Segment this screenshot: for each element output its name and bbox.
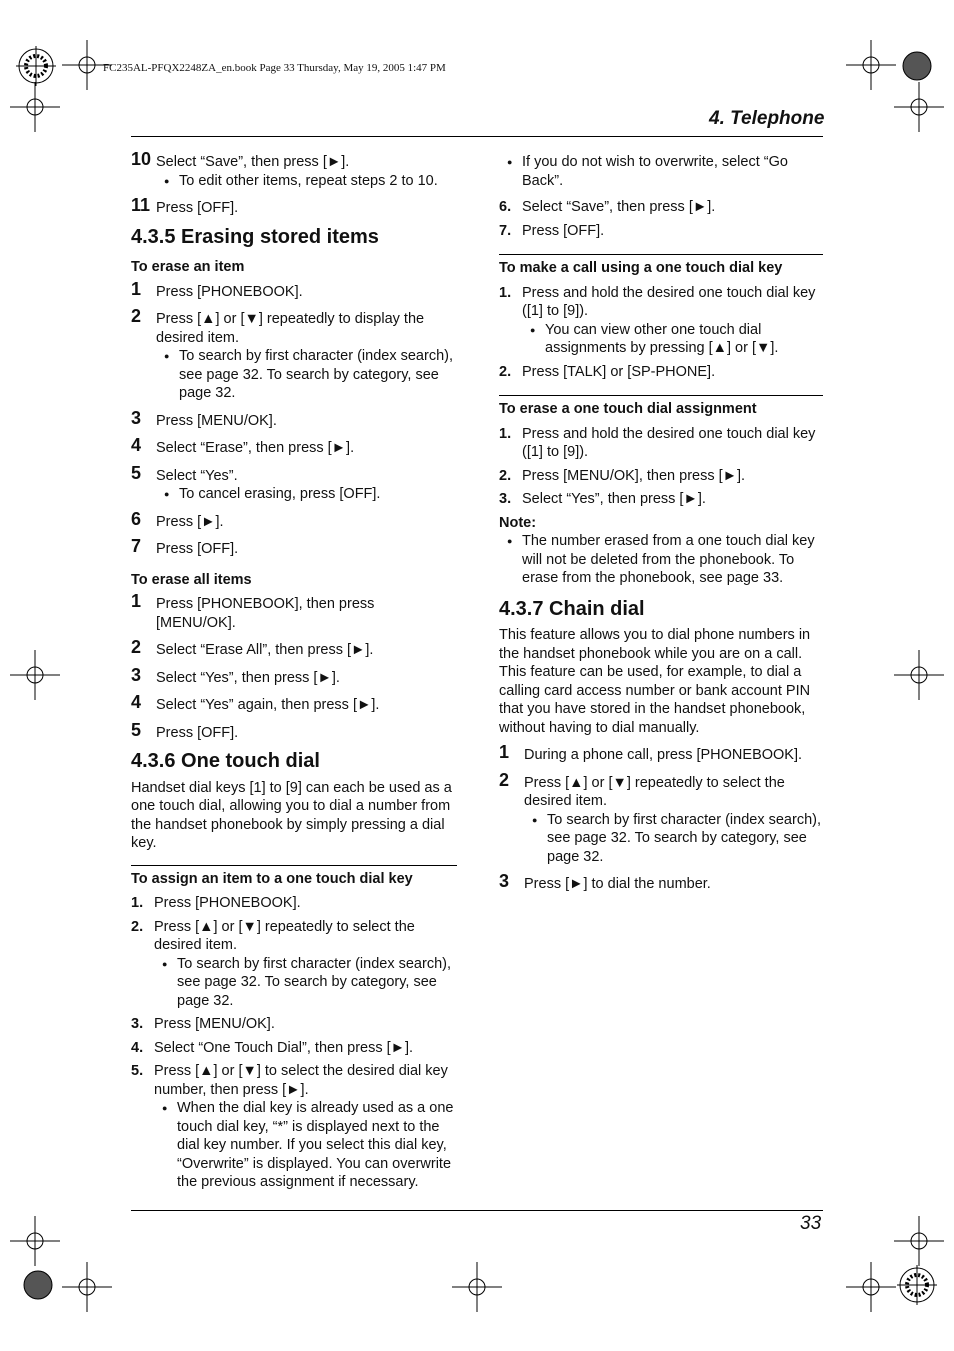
continued-bullet: ● If you do not wish to overwrite, select “Go Back”. xyxy=(499,153,823,190)
step-number: 7 xyxy=(131,536,142,556)
step-number: 2 xyxy=(131,637,142,657)
step-number: 3 xyxy=(131,407,142,428)
step-text: Press [PHONEBOOK]. xyxy=(154,895,301,911)
step-number: 4 xyxy=(131,435,142,455)
step-bullet: ● To search by first character (index search), see page 32. To search by category, see page 32. xyxy=(524,811,823,867)
print-info-line: FC235AL-PFQX2248ZA_en.book Page 33 Thursday, May 19, 2005 1:47 PM xyxy=(103,62,446,74)
step-text: Select “Yes”. xyxy=(156,467,238,484)
step xyxy=(499,742,823,765)
step-text: Select “Erase All”, then press [►]. xyxy=(156,642,374,658)
step-text: Press [PHONEBOOK]. xyxy=(156,283,303,300)
step-number: 10 xyxy=(131,149,152,169)
chain-intro-paragraph: This feature allows you to dial phone numbers in the handset phonebook while you are on a call. This feature can be used, for example, to dial a calling card access number or bank account PIN that you have stored in the handset phonebook, without having to dial manually. xyxy=(499,627,811,736)
numbered-step xyxy=(499,198,823,217)
step xyxy=(131,692,457,715)
crosshair-mark-bottom-right xyxy=(846,1262,896,1312)
step xyxy=(131,508,457,532)
note-bullet: ● The number erased from a one touch dial key will not be deleted from the phonebook. To erase from the phonebook, see page 33. xyxy=(499,532,823,588)
crosshair-mark-left-lower xyxy=(10,1216,60,1266)
step xyxy=(131,536,457,559)
step-text: Press [▲] or [▼] to select the desired dial key number, then press [►]. xyxy=(154,1063,448,1098)
step-text: Press [TALK] or [SP-PHONE]. xyxy=(522,363,716,380)
step-text: Select “Save”, then press [►]. xyxy=(156,154,350,170)
step-number: 3 xyxy=(499,871,510,891)
step-number: 6. xyxy=(499,199,512,215)
step-text: Press [MENU/OK]. xyxy=(156,412,277,429)
crosshair-mark-bottom-left xyxy=(62,1262,112,1312)
step-text: Select “Save”, then press [►]. xyxy=(522,199,716,215)
step-number: 1. xyxy=(499,284,512,301)
crosshair-mark-right-upper xyxy=(894,82,944,132)
step-number: 2. xyxy=(499,467,512,484)
step xyxy=(131,407,457,431)
step-number: 4. xyxy=(131,1039,144,1056)
subhead-erase-item: To erase an item xyxy=(131,259,245,275)
step-text: Press [MENU/OK], then press [►]. xyxy=(522,467,746,484)
step xyxy=(131,435,457,458)
crosshair-mark-top-right xyxy=(846,40,896,90)
step-text: Press [►] to dial the number. xyxy=(524,876,711,892)
registration-mark-top-right xyxy=(897,46,937,86)
step-number: 5. xyxy=(131,1063,144,1079)
step-bullet: ● To search by first character (index search), see page 32. To search by category, see page 32. xyxy=(156,347,457,403)
step-text: Press and hold the desired one touch dial key ([1] to [9]). xyxy=(522,284,816,319)
crosshair-mark-right-lower xyxy=(894,1216,944,1266)
step-text: Select “Yes”, then press [►]. xyxy=(522,491,706,507)
step-number: 2. xyxy=(131,918,144,935)
crosshair-mark-left-middle xyxy=(10,650,60,700)
numbered-step xyxy=(131,1062,457,1192)
step xyxy=(499,871,823,894)
step-text: Select “Yes”, then press [►]. xyxy=(156,669,340,686)
subhead-erase-assignment: To erase a one touch dial assignment xyxy=(499,395,823,419)
section-title-one-touch: 4.3.6 One touch dial xyxy=(131,750,320,772)
step-bullet: ● You can view other one touch dial assignments by pressing [▲] or [▼]. xyxy=(522,321,823,358)
numbered-step xyxy=(131,1015,457,1034)
footer-rule xyxy=(131,1210,823,1211)
step-number: 3. xyxy=(499,491,512,507)
crosshair-mark-right-middle xyxy=(894,650,944,700)
right-column xyxy=(499,153,823,903)
crosshair-mark-bottom-center xyxy=(452,1262,502,1312)
step-bullet: ● To cancel erasing, press [OFF]. xyxy=(156,485,457,504)
page-number: 33 xyxy=(800,1213,822,1234)
step-text: Press [OFF]. xyxy=(156,200,239,216)
step-number: 3. xyxy=(131,1016,144,1032)
numbered-step xyxy=(499,363,823,382)
step-text: Press [▲] or [▼] repeatedly to display the desired item. xyxy=(156,311,425,346)
step-text: Select “One Touch Dial”, then press [►]. xyxy=(154,1039,414,1056)
numbered-step xyxy=(131,894,457,913)
left-column xyxy=(131,149,457,1197)
step-number: 2 xyxy=(499,769,510,790)
subhead-assign: To assign an item to a one touch dial key xyxy=(131,865,457,889)
step-number: 1 xyxy=(131,278,142,299)
step-number: 1 xyxy=(499,742,510,762)
step-number: 1 xyxy=(131,591,142,611)
step-number: 11 xyxy=(131,195,151,215)
step-text: Press [MENU/OK]. xyxy=(154,1016,275,1032)
step-text: Press [►]. xyxy=(156,513,224,530)
step xyxy=(131,306,457,403)
step-text: Select “Erase”, then press [►]. xyxy=(156,440,355,456)
section-header: 4. Telephone xyxy=(709,108,825,129)
numbered-step xyxy=(499,222,823,241)
step-bullet: ● To edit other items, repeat steps 2 to 10. xyxy=(156,172,457,191)
step xyxy=(131,278,457,302)
step-bullet: ● When the dial key is already used as a one touch dial key, “*” is displayed next to the dial key number. If you select this dial key, “Overwrite” is displayed. You can overwrite the previous assignment if necessary. xyxy=(154,1099,457,1192)
step-text: During a phone call, press [PHONEBOOK]. xyxy=(524,747,803,763)
numbered-step xyxy=(499,284,823,358)
step-text: Press [OFF]. xyxy=(156,724,239,741)
step-text: Press [OFF]. xyxy=(522,222,605,239)
header-rule xyxy=(131,136,823,137)
step-number: 4 xyxy=(131,692,142,712)
step-bullet: ● To search by first character (index search), see page 32. To search by category, see page 32. xyxy=(154,955,457,1011)
note-label: Note: xyxy=(499,514,537,531)
numbered-step xyxy=(499,490,823,509)
step-number: 7. xyxy=(499,222,512,239)
step-text: Press [▲] or [▼] repeatedly to select the desired item. xyxy=(524,774,785,809)
subhead-make-call: To make a call using a one touch dial key xyxy=(499,254,823,278)
subhead-erase-all: To erase all items xyxy=(131,571,252,588)
step-number: 5 xyxy=(131,462,142,483)
section-title-chain-dial: 4.3.7 Chain dial xyxy=(499,597,645,620)
step xyxy=(131,637,457,660)
step-number: 6 xyxy=(131,508,142,529)
step-number: 2. xyxy=(499,363,512,380)
crosshair-mark-left-upper xyxy=(10,82,60,132)
step xyxy=(499,769,823,867)
step-text: Select “Yes” again, then press [►]. xyxy=(156,697,380,713)
step-number: 2 xyxy=(131,306,142,326)
numbered-step xyxy=(131,1039,457,1058)
registration-mark-bottom-right xyxy=(897,1265,937,1305)
step-10 xyxy=(131,149,457,190)
step xyxy=(131,462,457,504)
step-number: 1. xyxy=(131,895,144,911)
step-number: 5 xyxy=(131,719,142,740)
step-text: Press [OFF]. xyxy=(156,541,239,557)
section-title-erasing: 4.3.5 Erasing stored items xyxy=(131,225,379,248)
step-11 xyxy=(131,195,457,218)
step-text: Press [PHONEBOOK], then press [MENU/OK]. xyxy=(156,596,375,631)
numbered-step xyxy=(499,425,823,462)
step-number: 3 xyxy=(131,664,142,685)
numbered-step xyxy=(131,918,457,1011)
intro-paragraph: Handset dial keys [1] to [9] can each be used as a one touch dial, allowing you to dial a number from the handset phonebook by simply pressing a dial key. xyxy=(131,779,452,851)
registration-mark-top-left xyxy=(16,46,56,86)
step xyxy=(131,664,457,688)
registration-mark-bottom-left xyxy=(18,1265,58,1305)
step-number: 1. xyxy=(499,425,512,442)
step xyxy=(131,591,457,632)
step-text: Press [▲] or [▼] repeatedly to select the desired item. xyxy=(154,918,415,953)
numbered-step xyxy=(499,467,823,486)
step-text: Press and hold the desired one touch dial key ([1] to [9]). xyxy=(522,425,816,460)
step xyxy=(131,719,457,743)
